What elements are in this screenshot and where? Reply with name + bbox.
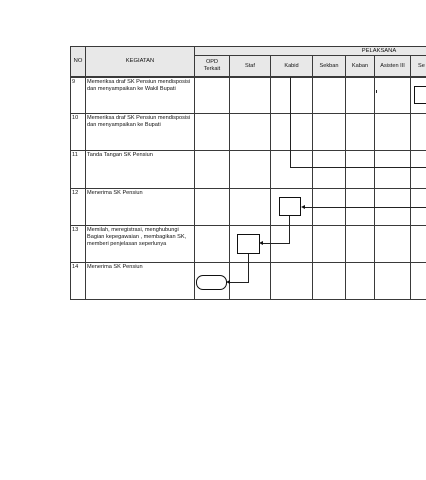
terminal-end-row14 (196, 275, 227, 290)
header-col-se: Se (418, 63, 425, 69)
row-kegiatan: Tanda Tangan SK Pensiun (87, 152, 153, 158)
row-lane-cell (270, 225, 313, 263)
header-col-kaban: Kaban (351, 62, 369, 69)
row-lane-cell (345, 150, 375, 189)
header-col-staf: Staf (245, 62, 255, 69)
row-lane-cell (345, 77, 375, 114)
row-kegiatan: Memeriksa draf SK Pensiun mendisposisi dan menyampaikan ke Bupati (87, 115, 191, 128)
row-lane-cell (270, 113, 313, 151)
connector-kabid-vertical (290, 77, 291, 168)
row-lane-cell (194, 113, 230, 151)
row-lane-cell (229, 150, 271, 189)
row-lane-cell (229, 262, 271, 300)
arrowhead-row12 (301, 205, 305, 209)
row-lane-cell (345, 262, 375, 300)
row-lane-cell (374, 77, 411, 114)
row-lane-cell (410, 225, 426, 263)
row-lane-cell (270, 150, 313, 189)
header-kegiatan: KEGIATAN (125, 58, 155, 64)
process-box-row9 (414, 86, 426, 104)
row-lane-cell (374, 113, 411, 151)
row-lane-cell (374, 262, 411, 300)
header-col-opd: OPD Terkait (203, 59, 221, 72)
header-col-sekban: Sekban (319, 62, 339, 69)
row-no: 14 (72, 264, 79, 270)
row-kegiatan: Menerima SK Pensiun (87, 190, 143, 196)
row-lane-cell (410, 262, 426, 300)
row-lane-cell (194, 225, 230, 263)
header-col-kabid: Kabid (284, 62, 299, 69)
row-lane-cell (312, 262, 346, 300)
connector-row13-horizontal (262, 243, 290, 244)
row-lane-cell (270, 77, 313, 114)
row-no: 11 (72, 152, 78, 158)
tick-mark (376, 90, 377, 93)
row-lane-cell (312, 225, 346, 263)
row-kegiatan: Memilah, meregistrasi, menghubungi Bagian kepegawaian , membagikan SK, memberi penjelasan seperlunya (87, 227, 187, 247)
row-lane-cell (345, 113, 375, 151)
row-lane-cell (270, 262, 313, 300)
connector-staf-down (248, 254, 249, 283)
row-lane-cell (374, 225, 411, 263)
header-no: NO (73, 58, 83, 64)
row-lane-cell (374, 150, 411, 189)
row-lane-cell (229, 77, 271, 114)
row-lane-cell (345, 225, 375, 263)
process-box-row13 (237, 234, 260, 254)
row-lane-cell (312, 77, 346, 114)
row-lane-cell (194, 77, 230, 114)
row-no: 13 (72, 227, 79, 233)
header-col-asisten: Asisten III (380, 62, 405, 69)
row-no: 12 (72, 190, 79, 196)
row-no: 9 (72, 79, 76, 85)
connector-kabid-down (289, 216, 290, 244)
row-lane-cell (312, 150, 346, 189)
row-lane-cell (194, 188, 230, 226)
header-pelaksana: PELAKSANA (361, 47, 397, 54)
process-box-row12 (279, 197, 301, 216)
row-lane-cell (410, 150, 426, 189)
row-no: 10 (72, 115, 79, 121)
connector-row14-horizontal (229, 282, 249, 283)
row-kegiatan: Memeriksa draf SK Pensiun mendisposisi dan menyampaikan ke Wakil Bupati (87, 79, 191, 92)
row-lane-cell (194, 150, 230, 189)
connector-row11-horizontal (290, 167, 426, 168)
row-kegiatan: Menerima SK Pensiun (87, 264, 143, 270)
row-lane-cell (312, 113, 346, 151)
row-lane-cell (229, 188, 271, 226)
row-lane-cell (410, 113, 426, 151)
connector-row12-horizontal (304, 207, 426, 208)
row-lane-cell (229, 113, 271, 151)
